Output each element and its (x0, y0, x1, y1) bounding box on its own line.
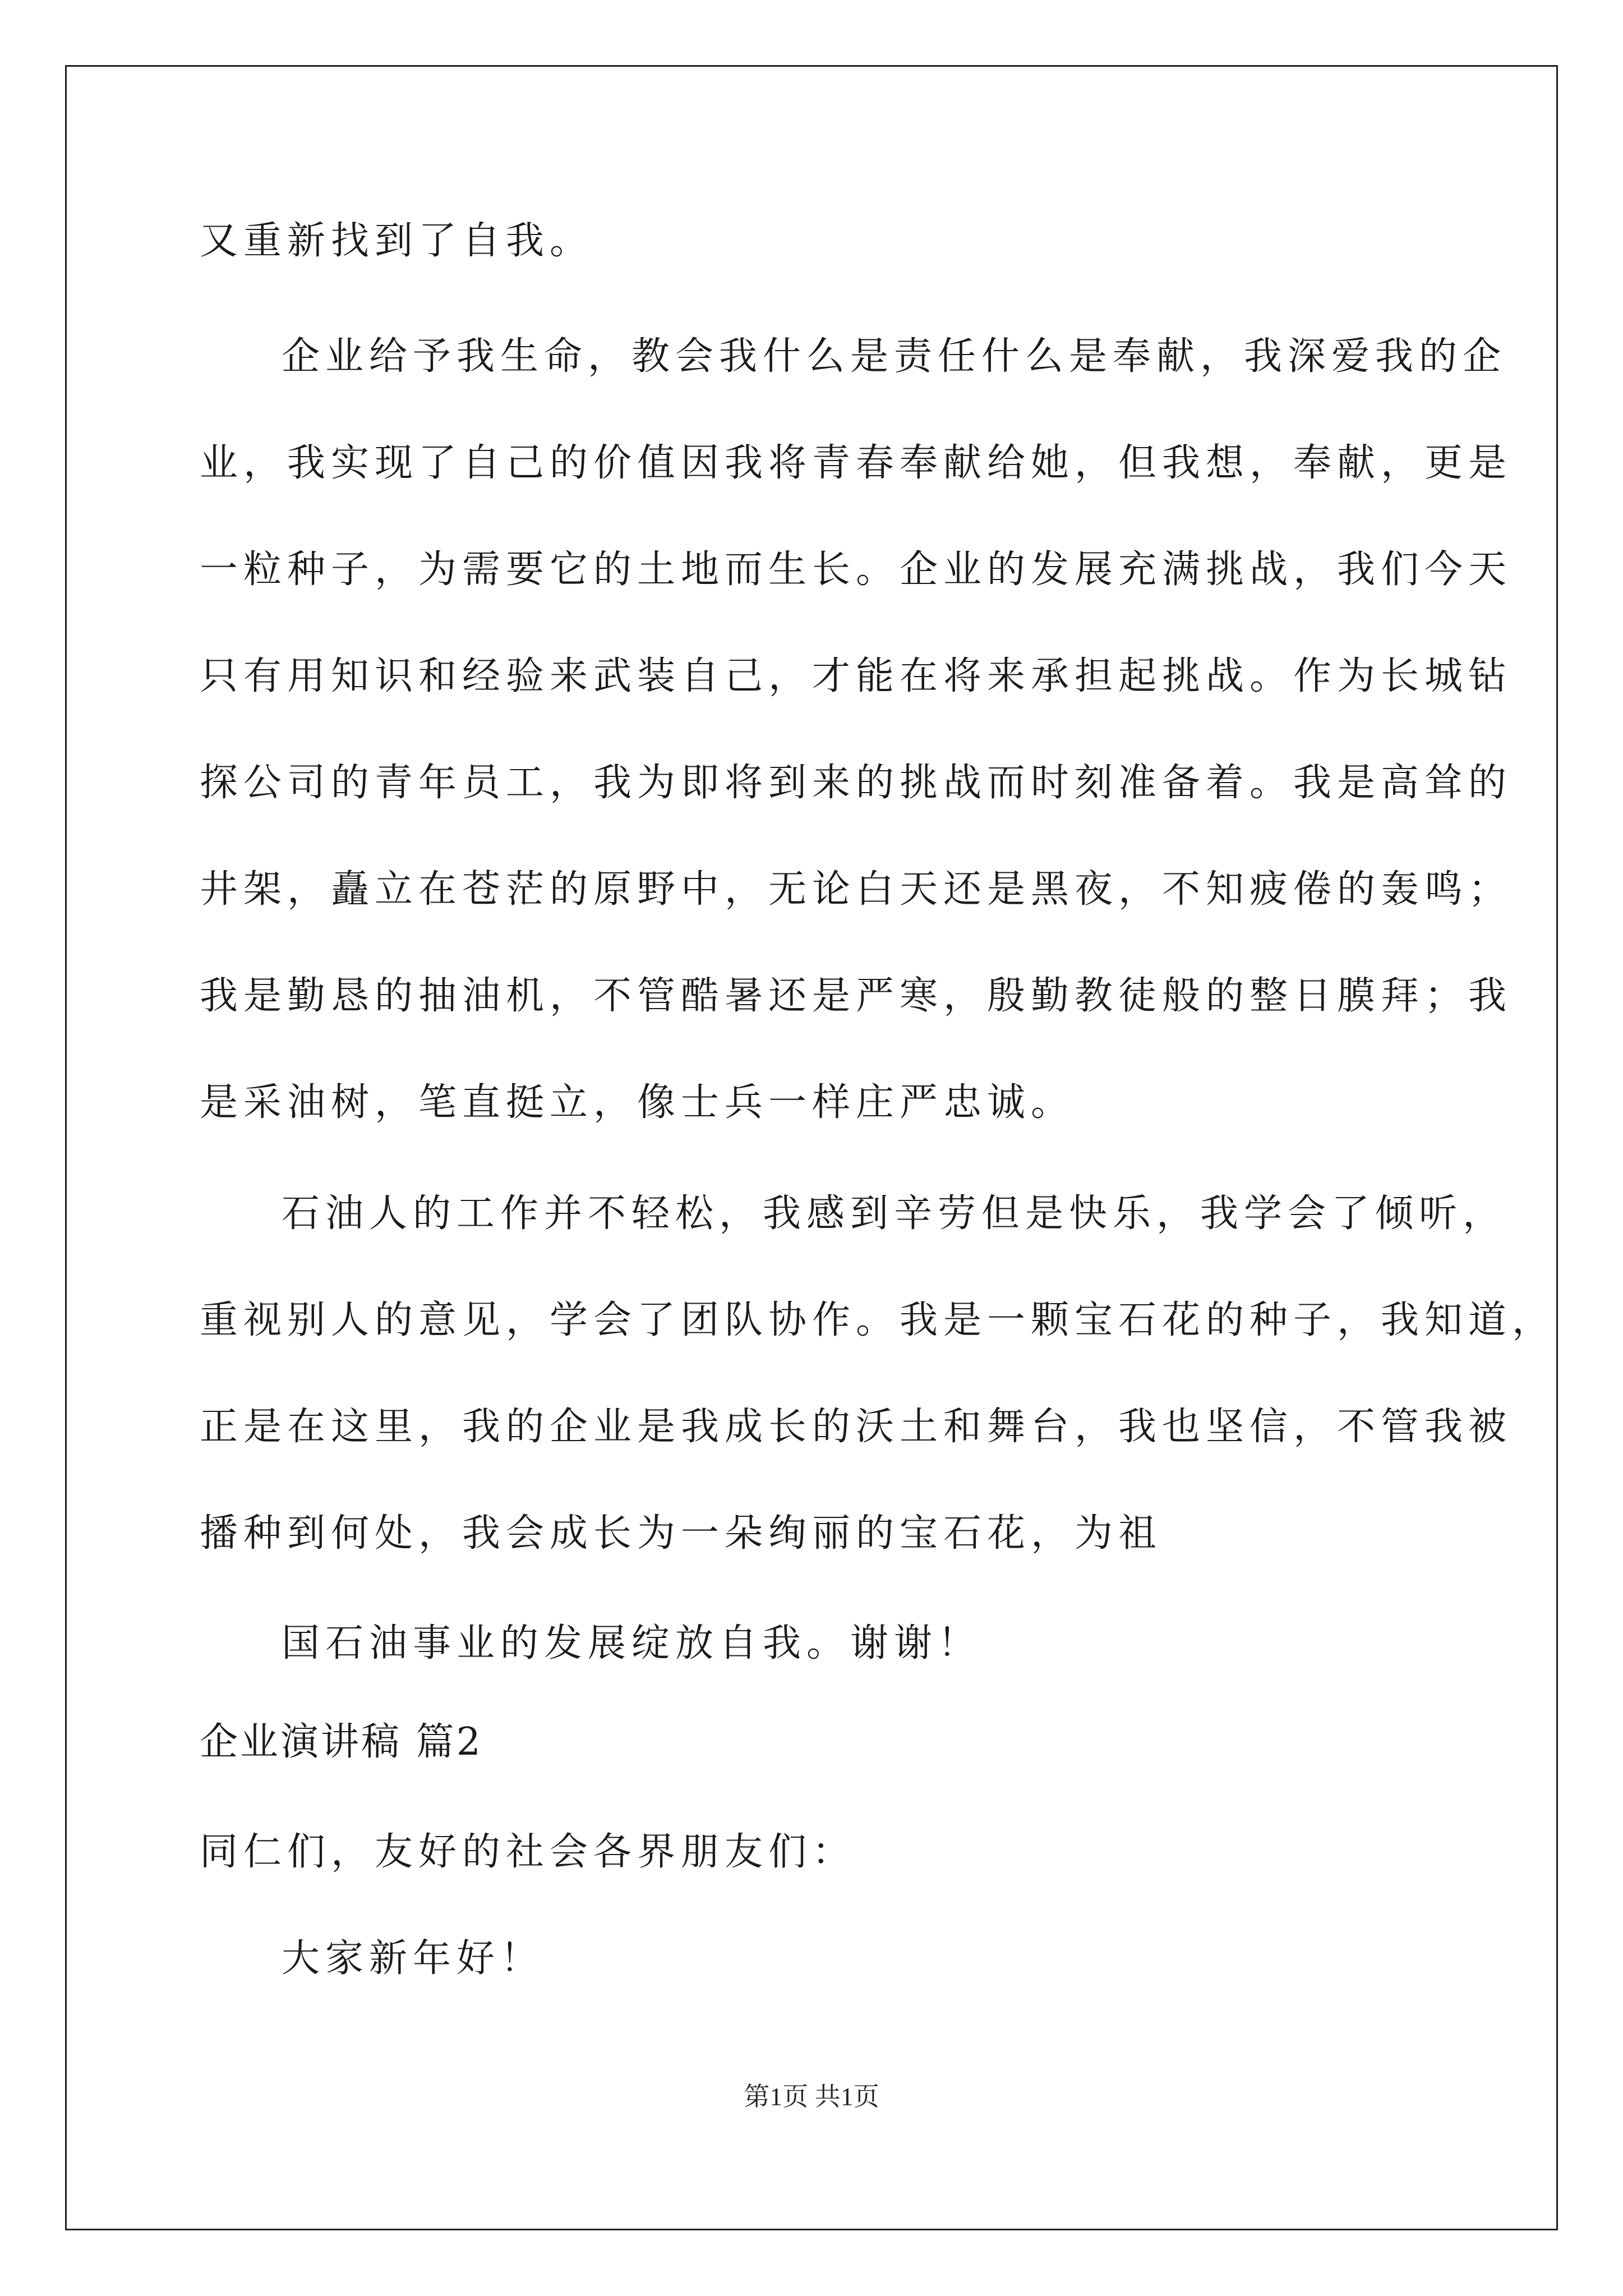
body-line: 是采油树，笔直挺立，像士兵一样庄严忠诚。 (200, 1080, 1075, 1125)
body-line: 正是在这里，我的企业是我成长的沃土和舞台，我也坚信，不管我被 (200, 1405, 1513, 1449)
paragraph-first-line: 石油人的工作并不轻松，我感到辛劳但是快乐，我学会了倾听， (282, 1191, 1507, 1236)
body-line: 只有用知识和经验来武装自己，才能在将来承担起挑战。作为长城钻 (200, 654, 1513, 698)
page-border (65, 65, 1558, 2230)
greeting: 大家新年好！ (282, 1936, 545, 1981)
body-line: 播种到何处，我会成长为一朵绚丽的宝石花，为祖 (200, 1511, 1163, 1556)
body-line: 井架，矗立在苍茫的原野中，无论白天还是黑夜，不知疲倦的轰鸣； (200, 867, 1513, 912)
section-heading: 企业演讲稿 篇2 (200, 1720, 483, 1764)
body-line: 重视别人的意见，学会了团队协作。我是一颗宝石花的种子，我知道， (200, 1298, 1556, 1342)
page-number-footer: 第1页 共1页 (744, 2082, 879, 2111)
body-line: 又重新找到了自我。 (200, 219, 594, 263)
body-line: 我是勤恳的抽油机，不管酷暑还是严寒，殷勤教徒般的整日膜拜；我 (200, 974, 1513, 1018)
body-line: 业，我实现了自己的价值因我将青春奉献给她，但我想，奉献，更是 (200, 441, 1513, 485)
body-line: 探公司的青年员工，我为即将到来的挑战而时刻准备着。我是高耸的 (200, 761, 1513, 805)
paragraph-first-line: 企业给予我生命，教会我什么是责任什么是奉献，我深爱我的企 (282, 334, 1507, 379)
paragraph-first-line: 国石油事业的发展绽放自我。谢谢！ (282, 1621, 982, 1665)
salutation: 同仁们，友好的社会各界朋友们： (200, 1830, 856, 1874)
body-line: 一粒种子，为需要它的土地而生长。企业的发展充满挑战，我们今天 (200, 547, 1513, 592)
